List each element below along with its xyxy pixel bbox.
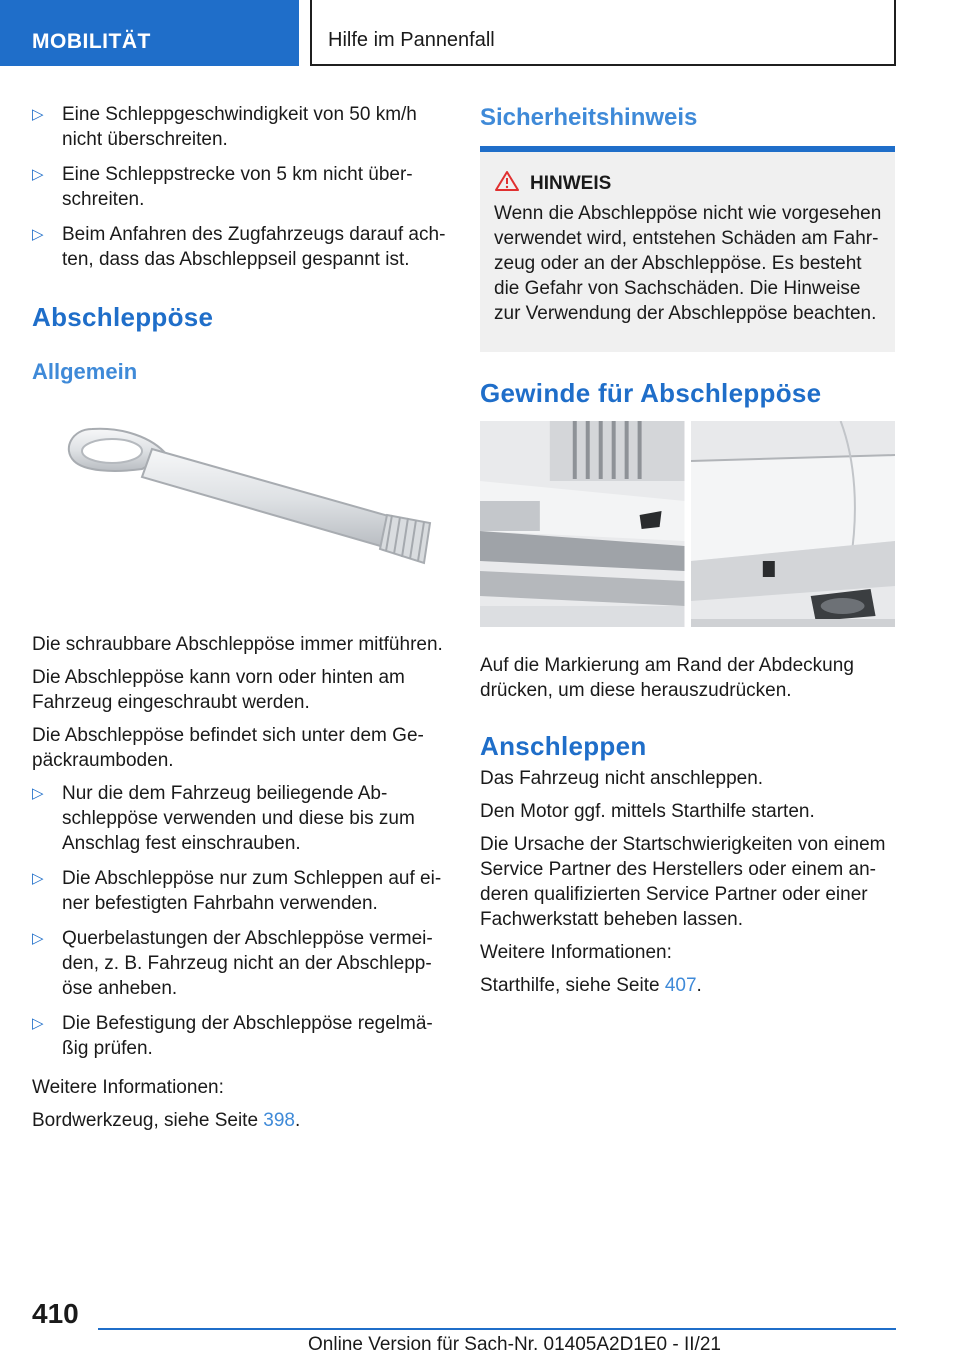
triangle-right-icon: ▷ xyxy=(32,870,44,887)
thread-text: Auf die Markierung am Rand der Abdeckung drücken, um diese herauszudrücken. xyxy=(480,655,854,701)
list-item: ▷ Die Abschleppöse nur zum Schleppen auf ei-ner befestigten Fahrbahn verwenden. xyxy=(32,868,442,914)
triangle-right-icon: ▷ xyxy=(32,106,44,123)
notice-title: HINWEIS xyxy=(488,170,887,195)
page-link-407[interactable]: 407 xyxy=(664,975,697,996)
page-number: 410 xyxy=(32,1298,79,1329)
paragraph: Weitere Informationen: xyxy=(480,942,672,963)
paragraph: Das Fahrzeug nicht anschleppen. xyxy=(480,768,764,789)
heading-gewinde: Gewinde für Abschleppöse xyxy=(480,378,822,408)
more-info-label: Weitere Informationen: xyxy=(32,1077,224,1098)
paragraph: Die Abschleppöse befindet sich unter dem Ge-päckraumboden. xyxy=(32,725,424,771)
front-bumper-image xyxy=(480,421,685,627)
page-reference: Bordwerkzeug, siehe Seite 398. xyxy=(32,1110,301,1131)
footer-text: Online Version für Sach-Nr. 01405A2D1E0 - II/21 xyxy=(308,1334,721,1355)
triangle-right-icon: ▷ xyxy=(32,1015,44,1032)
heading-anschleppen: Anschleppen xyxy=(480,731,647,761)
list-item: ▷ Eine Schleppstrecke von 5 km nicht über-schreiten. xyxy=(32,164,413,210)
triangle-right-icon: ▷ xyxy=(32,785,44,802)
warning-triangle-icon xyxy=(494,170,520,192)
thread-photos xyxy=(480,421,895,627)
footer-rule xyxy=(98,1328,896,1330)
heading-abschleppoese: Abschleppöse xyxy=(32,302,214,332)
notice-box xyxy=(480,152,895,352)
triangle-right-icon: ▷ xyxy=(32,166,44,183)
list-item: ▷ Beim Anfahren des Zugfahrzeugs darauf ach-ten, dass das Abschleppseil gespannt ist. xyxy=(32,224,446,270)
notice-text: Wenn die Abschleppöse nicht wie vorgesehen verwendet wird, entstehen Schäden am Fahr-zeug oder an der Abschleppöse. Es besteht die Gefahr von Sachschäden. Die Hinweise zur Verwendung der Abschleppöse beachten. xyxy=(494,203,882,324)
list-item: ▷ Nur die dem Fahrzeug beiliegende Ab-schleppöse verwenden und diese bis zum Anschlag fest einschrauben. xyxy=(32,783,415,854)
page-link-398[interactable]: 398 xyxy=(263,1110,295,1131)
heading-sicherheitshinweis: Sicherheitshinweis xyxy=(480,104,698,131)
left-column xyxy=(32,102,447,1141)
chapter-title: Hilfe im Pannenfall xyxy=(310,0,896,66)
triangle-right-icon: ▷ xyxy=(32,226,44,243)
section-tab: MOBILITÄT xyxy=(0,0,299,66)
page-header xyxy=(0,0,960,66)
paragraph: Den Motor ggf. mittels Starthilfe starten. xyxy=(480,801,815,822)
subheading-allgemein: Allgemein xyxy=(32,359,138,384)
tow-hook-image xyxy=(32,399,447,619)
list-item: ▷ Die Befestigung der Abschleppöse regelmä-ßig prüfen. xyxy=(32,1013,433,1059)
rear-bumper-image xyxy=(691,421,896,627)
page-reference: Starthilfe, siehe Seite 407. xyxy=(480,975,702,996)
right-column xyxy=(480,102,895,1006)
triangle-right-icon: ▷ xyxy=(32,930,44,947)
list-item: ▷ Querbelastungen der Abschleppöse vermei-den, z. B. Fahrzeug nicht an der Abschlepp-öse anheben. xyxy=(32,928,433,999)
paragraph: Die Abschleppöse kann vorn oder hinten am Fahrzeug eingeschraubt werden. xyxy=(32,667,405,713)
paragraph: Die Ursache der Startschwierigkeiten von einem Service Partner des Herstellers oder einem an-deren qualifizierten Service Partner oder einer Fachwerkstatt beheben lassen. xyxy=(480,834,886,930)
paragraph: Die schraubbare Abschleppöse immer mitführen. xyxy=(32,634,443,655)
list-item: ▷ Eine Schleppgeschwindigkeit von 50 km/h nicht überschreiten. xyxy=(32,104,417,150)
